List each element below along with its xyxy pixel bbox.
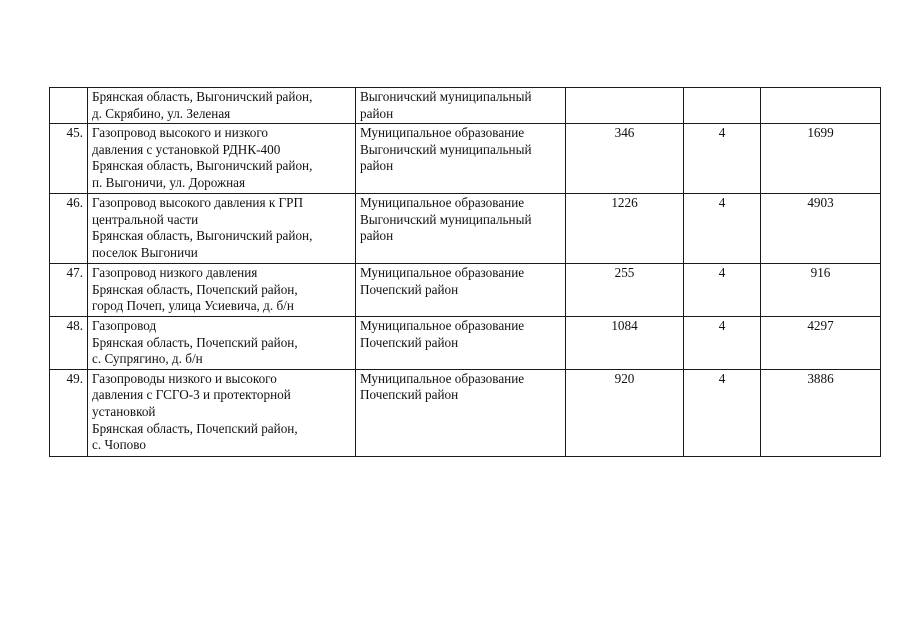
owner-cell: [356, 194, 566, 264]
owner-line: Муниципальное образование: [360, 370, 525, 386]
table-row: [50, 264, 881, 317]
object-name-line: давления с ГСГО-3 и протекторной: [92, 387, 291, 403]
object-name-line: Брянская область, Выгоничский район,: [92, 89, 313, 104]
length-cell: 255: [566, 264, 684, 317]
row-number: 45.: [50, 124, 88, 194]
class-cell: 4: [684, 316, 761, 369]
class-cell: 4: [684, 264, 761, 317]
object-name-line: с. Чопово: [92, 437, 146, 453]
value-cell: 1699: [761, 124, 881, 194]
owner-line: район: [360, 158, 394, 174]
length-cell: 920: [566, 369, 684, 456]
object-name-line: Брянская область, Почепский район,: [92, 420, 298, 436]
value-cell: [761, 88, 881, 124]
table-row: [50, 124, 881, 194]
owner-line: Муниципальное образование: [360, 317, 525, 333]
object-name-line: Брянская область, Выгоничский район,: [92, 158, 313, 174]
object-name-line: Газопровод высокого и низкого: [92, 125, 268, 141]
row-number: 49.: [50, 369, 88, 456]
object-name-cell: [88, 264, 356, 317]
length-cell: 346: [566, 124, 684, 194]
object-name-line: Брянская область, Почепский район,: [92, 281, 298, 297]
owner-line: Муниципальное образование: [360, 265, 525, 281]
object-name-cell: [88, 369, 356, 456]
owner-cell: [356, 369, 566, 456]
owner-cell: [356, 264, 566, 317]
owner-line: Выгоничский муниципальный: [360, 89, 532, 104]
owner-line: Почепский район: [360, 281, 459, 297]
value-cell: 916: [761, 264, 881, 317]
object-name-line: Брянская область, Почепский район,: [92, 334, 298, 350]
value-cell: 4903: [761, 194, 881, 264]
owner-cell: [356, 124, 566, 194]
object-name-line: с. Супрягино, д. б/н: [92, 351, 203, 367]
object-name-line: центральной части: [92, 211, 199, 227]
owner-line: Муниципальное образование: [360, 125, 525, 141]
value-cell: 3886: [761, 369, 881, 456]
row-number: [50, 88, 88, 124]
object-name-line: установкой: [92, 403, 156, 419]
table-row: [50, 194, 881, 264]
class-cell: [684, 88, 761, 124]
class-cell: 4: [684, 194, 761, 264]
owner-line: район: [360, 228, 394, 244]
object-name-cell: [88, 88, 356, 124]
object-name-line: Брянская область, Выгоничский район,: [92, 228, 313, 244]
registry-table-body: [50, 88, 881, 457]
object-name-line: д. Скрябино, ул. Зеленая: [92, 105, 231, 121]
owner-line: район: [360, 105, 394, 121]
length-cell: 1226: [566, 194, 684, 264]
length-cell: [566, 88, 684, 124]
object-name-cell: [88, 194, 356, 264]
object-name-line: Газопровод высокого давления к ГРП: [92, 195, 304, 211]
value-cell: 4297: [761, 316, 881, 369]
registry-table: [49, 87, 881, 457]
length-cell: 1084: [566, 316, 684, 369]
owner-line: Почепский район: [360, 334, 459, 350]
owner-line: Почепский район: [360, 387, 459, 403]
object-name-cell: [88, 316, 356, 369]
object-name-line: п. Выгоничи, ул. Дорожная: [92, 174, 246, 190]
object-name-cell: [88, 124, 356, 194]
owner-cell: [356, 316, 566, 369]
table-row: [50, 369, 881, 456]
owner-line: Муниципальное образование: [360, 195, 525, 211]
object-name-line: Газопровод низкого давления: [92, 265, 258, 281]
object-name-line: поселок Выгоничи: [92, 244, 198, 260]
object-name-line: Газопровод: [92, 317, 157, 333]
row-number: 46.: [50, 194, 88, 264]
object-name-line: давления с установкой РДНК-400: [92, 141, 281, 157]
table-row: [50, 88, 881, 124]
table-row: [50, 316, 881, 369]
row-number: 47.: [50, 264, 88, 317]
owner-line: Выгоничский муниципальный: [360, 211, 532, 227]
owner-line: Выгоничский муниципальный: [360, 141, 532, 157]
object-name-line: Газопроводы низкого и высокого: [92, 370, 277, 386]
object-name-line: город Почеп, улица Усиевича, д. б/н: [92, 298, 294, 314]
class-cell: 4: [684, 369, 761, 456]
class-cell: 4: [684, 124, 761, 194]
owner-cell: [356, 88, 566, 124]
row-number: 48.: [50, 316, 88, 369]
